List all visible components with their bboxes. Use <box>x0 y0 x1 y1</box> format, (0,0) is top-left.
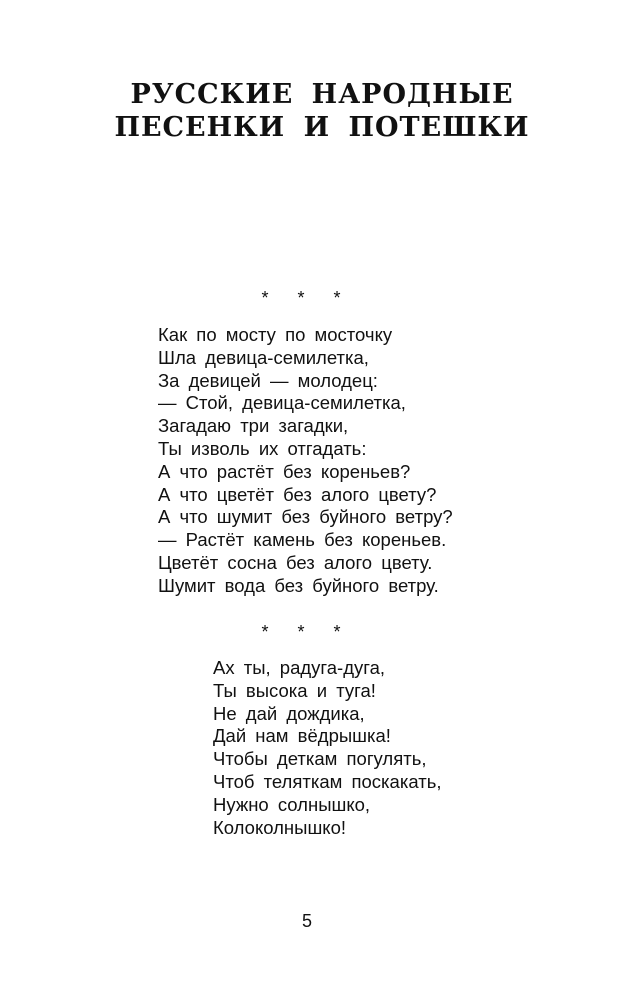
page-title <box>0 78 644 144</box>
poem-line: Шумит вода без буйного ветру. <box>158 574 439 596</box>
title-line-2: ПЕСЕНКИ И ПОТЕШКИ <box>114 112 530 143</box>
poem-line: Чтоб теляткам поскакать, <box>213 770 442 792</box>
poem-line: Ты изволь их отгадать: <box>158 437 367 459</box>
page-number: 5 <box>301 911 312 931</box>
poem-line: Шла девица-семилетка, <box>158 346 369 368</box>
poem-line: Ах ты, радуга-дуга, <box>213 657 386 678</box>
poem-line: Ты высока и туга! <box>213 679 376 701</box>
poem-line: Чтобы деткам погулять, <box>213 748 427 770</box>
section-separator: * * * <box>261 622 353 642</box>
section-separator: * * * <box>261 288 353 308</box>
title-line-1: РУССКИЕ НАРОДНЫЕ <box>130 79 514 110</box>
poem-line: Не дай дождика, <box>213 702 365 724</box>
poem-1 <box>158 324 453 598</box>
poem-2 <box>213 657 441 839</box>
poem-line: Цветёт сосна без алого цвету. <box>158 551 433 573</box>
poem-line: А что растёт без кореньев? <box>158 460 411 482</box>
poem-line: — Растёт камень без кореньев. <box>158 529 447 551</box>
poem-line: А что цветёт без алого цвету? <box>158 483 437 505</box>
poem-line: Дай нам вёдрышка! <box>213 725 391 747</box>
poem-line: Нужно солнышко, <box>213 793 371 815</box>
poem-line: За девицей — молодец: <box>158 369 378 391</box>
poem-line: Как по мосту по мосточку <box>158 324 393 345</box>
poem-line: Загадаю три загадки, <box>158 415 349 437</box>
poem-line: А что шумит без буйного ветру? <box>158 506 453 528</box>
poem-line: — Стой, девица-семилетка, <box>158 392 406 414</box>
poem-line: Колоколнышко! <box>213 816 347 838</box>
